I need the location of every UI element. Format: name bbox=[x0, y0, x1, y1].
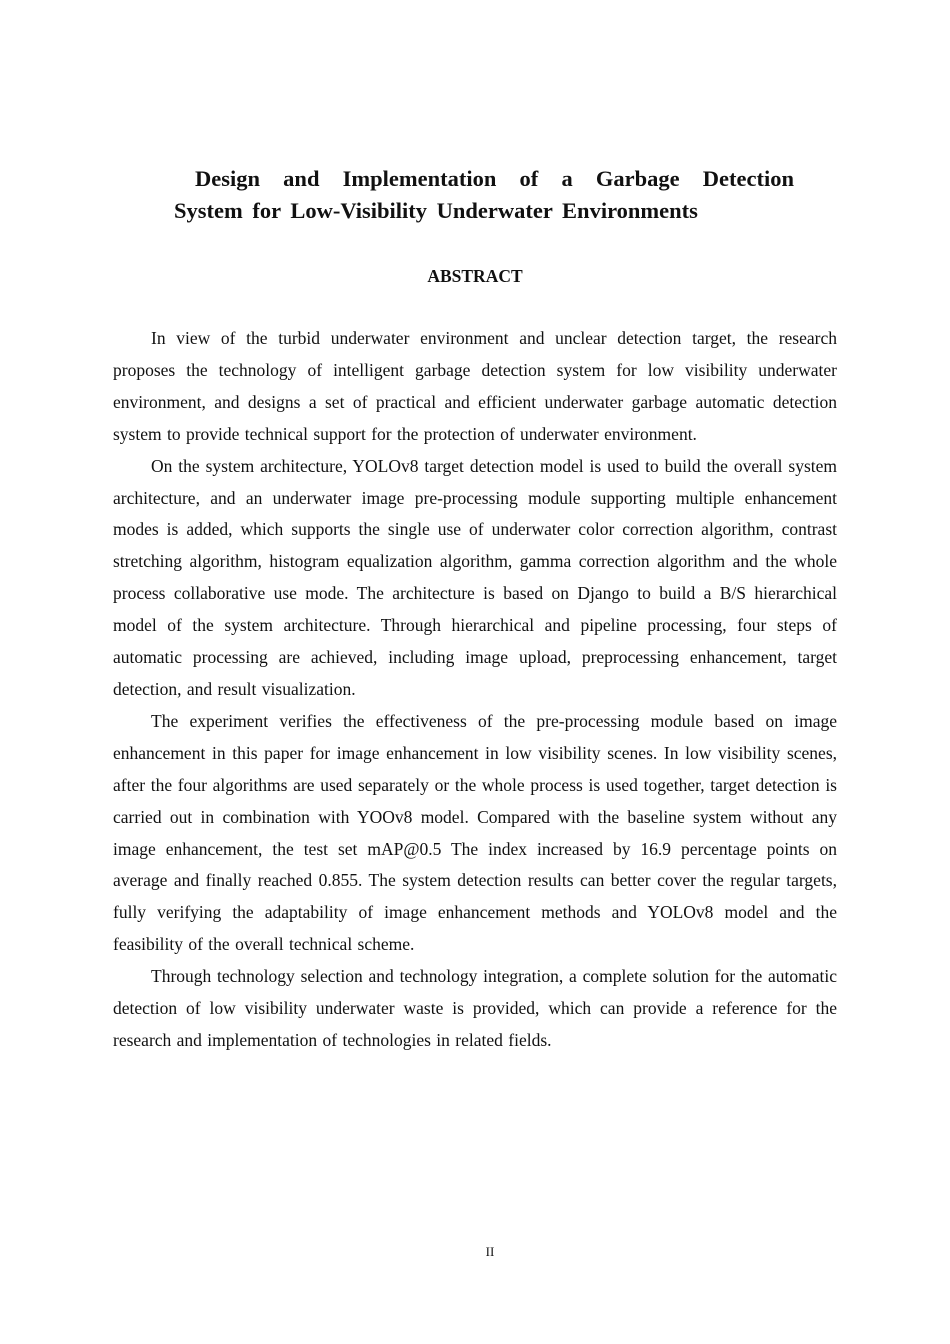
abstract-paragraph-2: On the system architecture, YOLOv8 target detection model is used to build the overall system architecture, and an underwater image pre-processing module supporting multiple enhancement modes is added, which supports the single use of underwater color correction algorithm, contrast stretching algorithm, histogram equalization algorithm, gamma correction algorithm and the whole process collaborative use mode. The architecture is based on Django to build a B/S hierarchical model of the system architecture. Through hierarchical and pipeline processing, four steps of automatic processing are achieved, including image upload, preprocessing enhancement, target detection, and result visualization. bbox=[113, 455, 837, 699]
abstract-paragraph-1: In view of the turbid underwater environment and unclear detection target, the research proposes the technology of intelligent garbage detection system for low visibility underwater environment, and designs a set of practical and efficient underwater garbage automatic detection system to provide technical support for the protection of underwater environment. bbox=[113, 328, 837, 444]
abstract-body bbox=[113, 323, 837, 1057]
title-line-2: System for Low-Visibility Underwater Environments bbox=[174, 198, 698, 223]
page-number: II bbox=[485, 1244, 495, 1259]
abstract-paragraph-4: Through technology selection and technology integration, a complete solution for the automatic detection of low visibility underwater waste is provided, which can provide a reference for the research and implementation of technologies in related fields. bbox=[113, 966, 837, 1050]
title-line-1: Design and Implementation of a Garbage Detection bbox=[195, 166, 794, 191]
document-title bbox=[174, 163, 794, 227]
abstract-paragraph-3: The experiment verifies the effectiveness of the pre-processing module based on image enhancement in this paper for image enhancement in low visibility scenes. In low visibility scenes, after the four algorithms are used separately or the whole process is used together, target detection is carried out in combination with YOOv8 model. Compared with the baseline system without any image enhancement, the test set mAP@0.5 The index increased by 16.9 percentage points on average and finally reached 0.855. The system detection results can better cover the regular targets, fully verifying the adaptability of image enhancement methods and YOLOv8 model and the feasibility of the overall technical scheme. bbox=[113, 710, 837, 955]
abstract-heading: ABSTRACT bbox=[427, 266, 523, 286]
